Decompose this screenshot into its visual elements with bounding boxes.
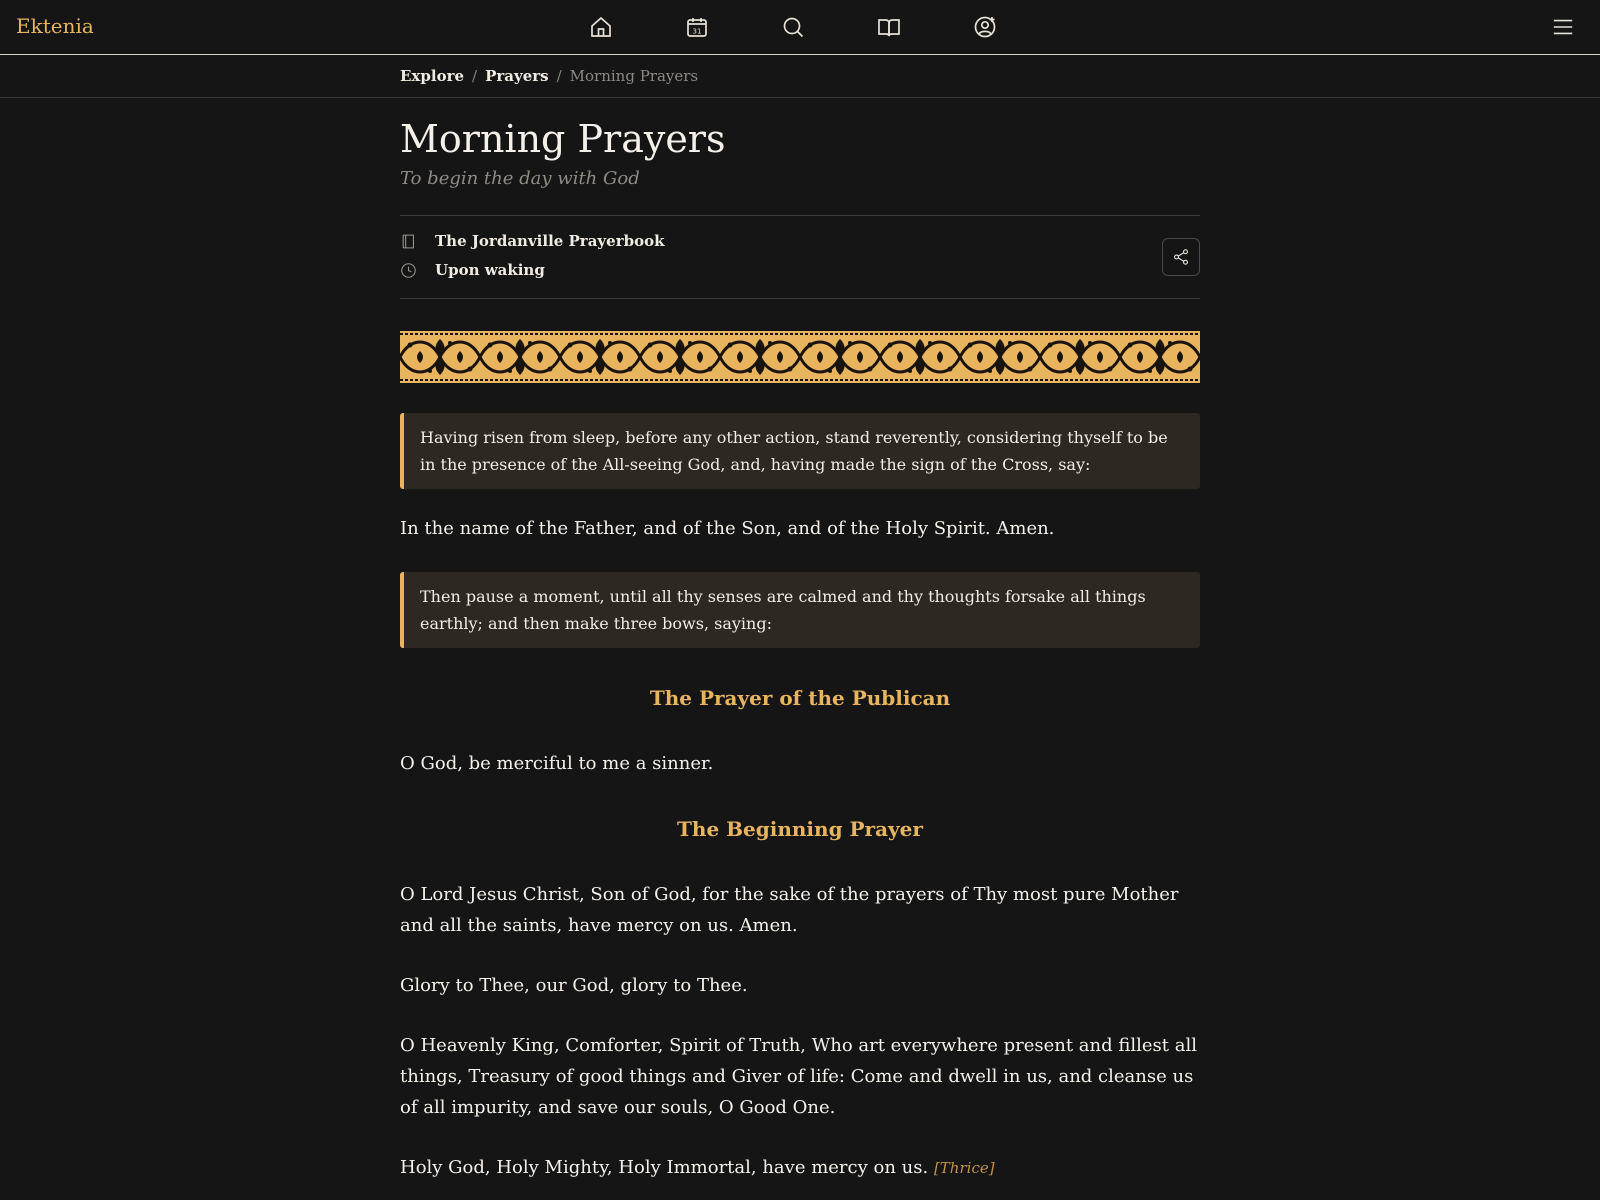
- rubric-instruction: Having risen from sleep, before any other action, stand reverently, considering thyself to be in the presence of the All-seeing God, and, having made the sign of the Cross, say:: [400, 413, 1200, 489]
- book-icon: [400, 233, 417, 250]
- section-heading-publican: The Prayer of the Publican: [649, 686, 951, 710]
- breadcrumb-separator: /: [556, 67, 562, 85]
- source-label: The Jordanville Prayerbook: [435, 232, 665, 250]
- brand-logo[interactable]: Ektenia: [16, 14, 94, 38]
- breadcrumb-prayers[interactable]: Prayers: [485, 67, 549, 85]
- breadcrumb-bar: [0, 55, 1600, 98]
- search-icon[interactable]: [780, 14, 806, 40]
- prayer-meta: [400, 215, 1200, 299]
- share-button[interactable]: [1162, 238, 1200, 276]
- main-nav: [588, 14, 998, 40]
- user-add-icon[interactable]: [972, 14, 998, 40]
- share-icon: [1172, 248, 1190, 266]
- page-title: Morning Prayers: [400, 117, 726, 161]
- prayer-publican: O God, be merciful to me a sinner.: [400, 753, 714, 774]
- calendar-icon[interactable]: [684, 14, 710, 40]
- time-label: Upon waking: [435, 261, 545, 279]
- page-subtitle: To begin the day with God: [400, 168, 640, 189]
- breadcrumb-separator: /: [472, 67, 478, 85]
- calendar-day-label: 31: [692, 27, 702, 36]
- source-row: [400, 232, 664, 250]
- ornament-banner: [400, 331, 1200, 383]
- home-icon[interactable]: [588, 14, 614, 40]
- trisagion-text: Holy God, Holy Mighty, Holy Immortal, have mercy on us.: [400, 1157, 929, 1178]
- prayer-trinitarian: In the name of the Father, and of the Son, and of the Holy Spirit. Amen.: [400, 518, 1055, 539]
- top-bar: [0, 0, 1600, 55]
- prayer-beginning: O Lord Jesus Christ, Son of God, for the sake of the prayers of Thy most pure Mother and all the saints, have mercy on us. Amen.: [400, 884, 1179, 936]
- breadcrumb: [400, 67, 698, 85]
- clock-icon: [400, 262, 417, 279]
- rubric-instruction: Then pause a moment, until all thy senses are calmed and thy thoughts forsake all things earthly; and then make three bows, saying:: [400, 572, 1200, 648]
- book-open-icon[interactable]: [876, 14, 902, 40]
- breadcrumb-current: Morning Prayers: [569, 67, 699, 85]
- thrice-note: [Thrice]: [933, 1159, 995, 1177]
- section-heading-beginning: The Beginning Prayer: [677, 817, 923, 841]
- prayer-content: [400, 98, 1200, 1184]
- prayer-heavenly-king: O Heavenly King, Comforter, Spirit of Truth, Who art everywhere present and fillest all things, Treasury of good things and Giver of life: Come and dwell in us, and cleanse us of all impurity, and save our souls, O Good One.: [400, 1035, 1197, 1118]
- prayer-glory: Glory to Thee, our God, glory to Thee.: [400, 975, 748, 996]
- breadcrumb-explore[interactable]: Explore: [400, 67, 465, 85]
- prayer-trisagion: [400, 1152, 1200, 1184]
- hamburger-menu-icon[interactable]: [1552, 16, 1574, 42]
- time-row: [400, 261, 545, 279]
